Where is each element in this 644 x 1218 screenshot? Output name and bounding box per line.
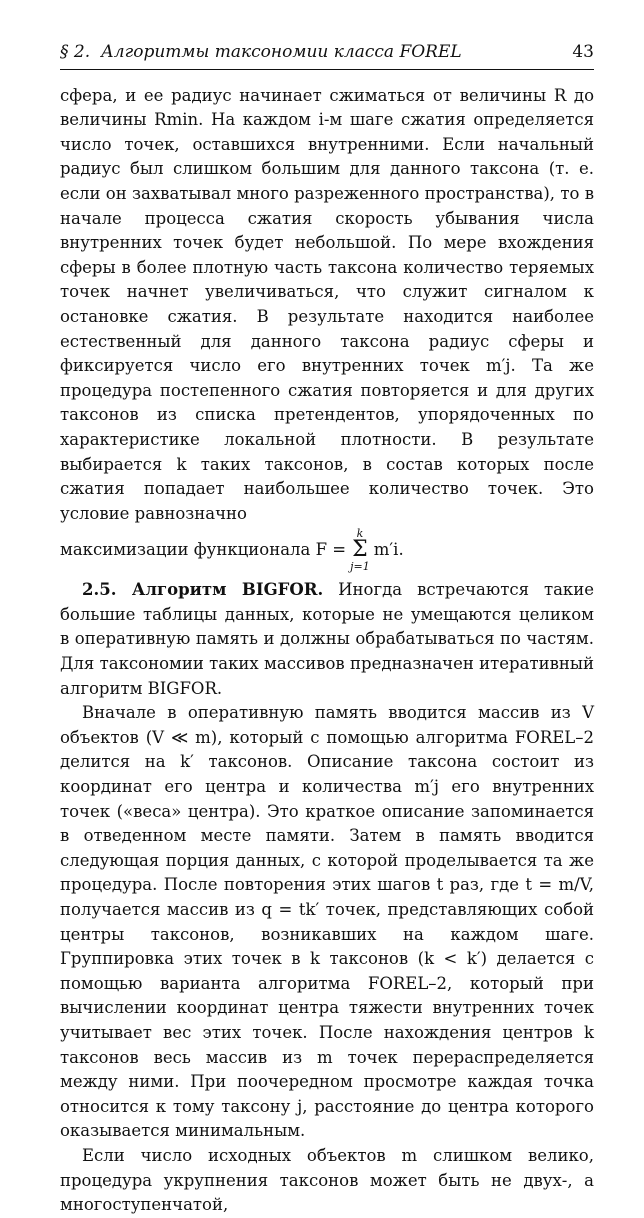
paragraph-3: Вначале в оперативную память вводится массив из V объектов (V ≪ m), который с помощью алгоритма FOREL–2 делится на k′ таксонов. Описание таксона состоит из координат его центра и количества m′j его внутренних точек («веса» центра). Это краткое описание запоминается в отведенном месте памяти. Затем в память вводится следующая порция данных, с которой проделывается та же процедура. После повторения этих шагов t раз, где t = m/V, получается массив из q = tk′ точек, представляющих собой центры таксонов, возникавших на каждом шаге. Группировка этих точек в k таксонов (k < k′) делается с помощью варианта алгоритма FOREL–2, который при вычислении координат центра тяжести внутренних точек учитывает вес этих точек. После нахождения центров k таксонов весь массив из m точек перераспределяется между ними. При поочередном просмотре каждая точка относится к тому таксону j, расстояние до центра которого оказывается минимальным. <box>60 703 594 1141</box>
sigma-symbol: Σ <box>352 537 368 563</box>
paragraph-4: Если число исходных объектов m слишком велико, процедура укрупнения таксонов может быть не двух-, а многоступенчатой, <box>60 1145 594 1215</box>
sum-upper-limit: k <box>356 527 364 541</box>
formula-prefix: максимизации функционала F = <box>60 539 347 559</box>
page-number: 43 <box>572 42 594 62</box>
paragraph-2 <box>60 578 594 701</box>
sum-operator <box>350 528 370 572</box>
paragraph-2-text: Иногда встречаются такие большие таблицы данных, которые не умещаются целиком в оперативную память и должны обрабатываться по частям. Для таксономии таких массивов предназначен итеративный алгоритм BIGFOR. <box>60 580 594 698</box>
book-page <box>60 40 594 1218</box>
header-section: § 2. <box>60 42 91 62</box>
formula-line <box>60 528 594 572</box>
section-title: 2.5. Алгоритм BIGFOR. <box>82 580 324 600</box>
paragraph-1: сфера, и ее радиус начинает сжиматься от величины R до величины Rmin. На каждом i-м шаге сжатия определяется число точек, оставшихся внутренними. Если начальный радиус был слишком большим для данного таксона (т. е. если он захватывал много разреженного пространства), то в начале процесса сжатия скорость убывания числа внутренних точек будет небольшой. По мере вхождения сферы в более плотную часть таксона количество теряемых точек начнет увеличиваться, что служит сигналом к остановке сжатия. В результате находится наиболее естественный для данного таксона радиус сферы и фиксируется число его внутренних точек m′j. Та же процедура постепенного сжатия повторяется и для других таксонов из списка претендентов, упорядоченных по характеристике локальной плотности. В результате выбирается k таких таксонов, в состав которых после сжатия попадает наибольшее количество точек. Это условие равнозначно <box>60 85 594 523</box>
header-title <box>60 40 462 65</box>
formula-term: m′i. <box>373 539 404 559</box>
running-header <box>60 40 594 70</box>
header-chapter-title: Алгоритмы таксономии класса FOREL <box>100 42 462 62</box>
sum-lower-limit: j=1 <box>350 560 370 574</box>
